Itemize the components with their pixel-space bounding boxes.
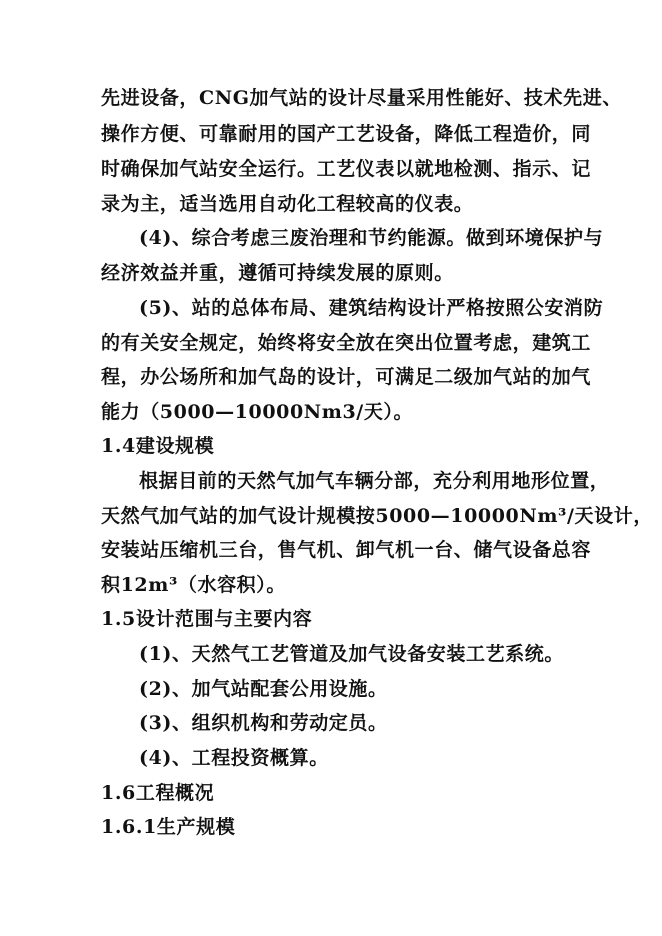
text-line: 录为主，适当选用自动化工程较高的仪表。 — [101, 193, 474, 215]
list-item: (2)、加气站配套公用设施。 — [139, 678, 388, 700]
list-item-4-line: (4)、综合考虑三废治理和节约能源。做到环境保护与 — [139, 227, 604, 249]
text-line: 天然气加气站的加气设计规模按5000—10000Nm³/天设计， — [101, 505, 653, 527]
text-line: 操作方便、可靠耐用的国产工艺设备，降低工程造价，同 — [101, 123, 592, 145]
text-line: 时确保加气站安全运行。工艺仪表以就地检测、指示、记 — [101, 158, 592, 180]
section-heading-1-5: 1.5设计范围与主要内容 — [101, 608, 313, 630]
section-heading-1-6: 1.6工程概况 — [101, 782, 215, 804]
text-line: 的有关安全规定，始终将安全放在突出位置考虑，建筑工 — [101, 332, 592, 354]
list-item-5-line: (5)、站的总体布局、建筑结构设计严格按照公安消防 — [139, 297, 604, 319]
text-line: 积12m³（水容积）。 — [101, 574, 286, 596]
section-heading-1-6-1: 1.6.1生产规模 — [101, 816, 236, 838]
list-item: (4)、工程投资概算。 — [139, 747, 329, 769]
list-item: (3)、组织机构和劳动定员。 — [139, 712, 388, 734]
text-line: 程，办公场所和加气岛的设计，可满足二级加气站的加气 — [101, 366, 592, 388]
text-line: 先进设备，CNG加气站的设计尽量采用性能好、技术先进、 — [101, 87, 622, 109]
text-line: 经济效益并重，遵循可持续发展的原则。 — [101, 262, 454, 284]
text-line: 根据目前的天然气加气车辆分部，充分利用地形位置， — [139, 470, 610, 492]
text-line: 安装站压缩机三台，售气机、卸气机一台、储气设备总容 — [101, 539, 592, 561]
text-line: 能力（5000—10000Nm3/天）。 — [101, 401, 414, 423]
list-item: (1)、天然气工艺管道及加气设备安装工艺系统。 — [139, 643, 565, 665]
section-heading-1-4: 1.4建设规模 — [101, 435, 215, 457]
